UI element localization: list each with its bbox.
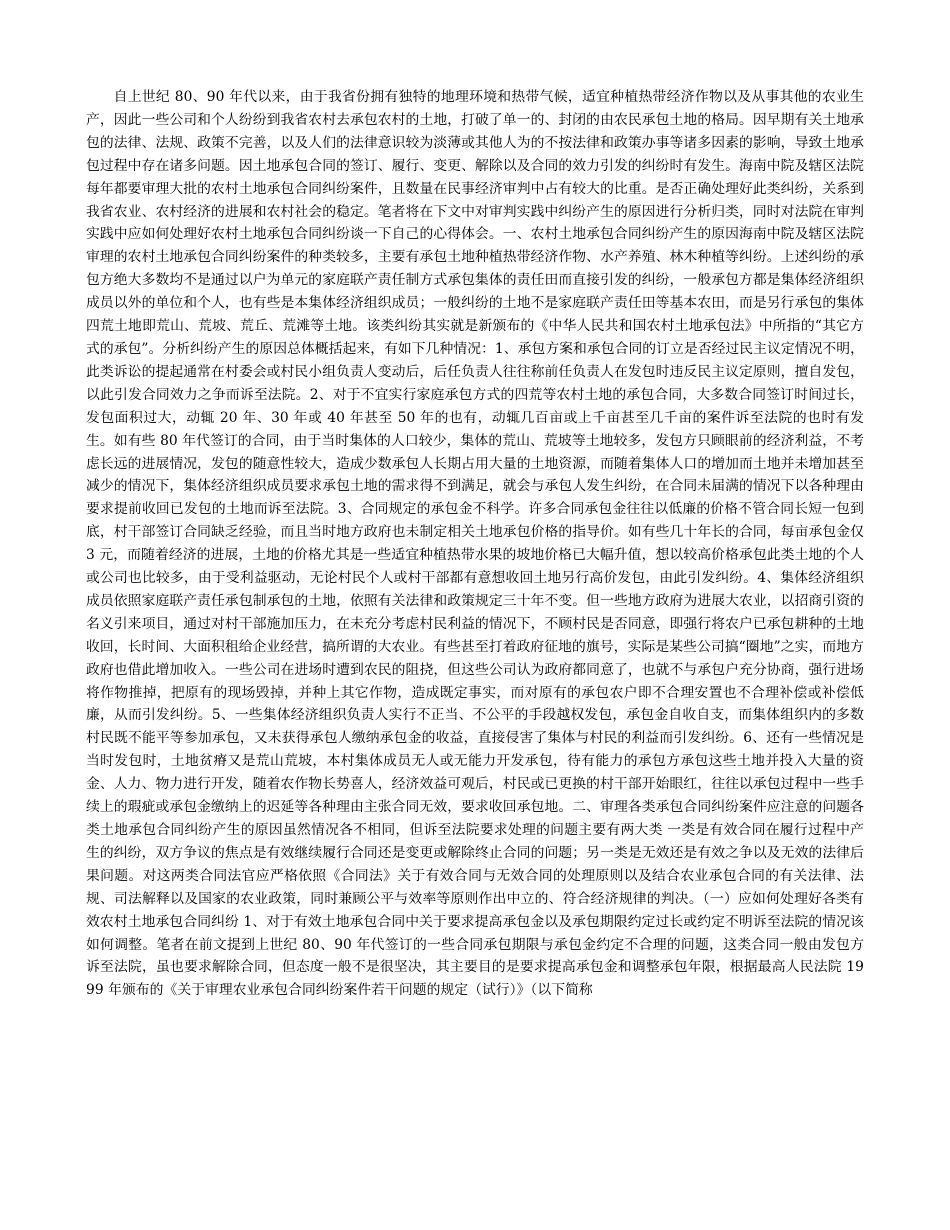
body-paragraph: 自上世纪 80、90 年代以来，由于我省份拥有独特的地理环境和热带气候，适宜种植热带经济作物以及从事其他的农业生产，因此一些公司和个人纷纷到我省农村去承包农村的土地，打破了单一的、封闭的由农民承包土地的格局。因早期有关土地承包的法律、法规、政策不完善，以及人们的法律意识较为淡薄或其他人为的不按法律和政策办事等诸多因素的影响，导致土地承包过程中存在诸多问题。因土地承包合同的签订、履行、变更、解除以及合同的效力引发的纠纷时有发生。海南中院及辖区法院每年都要审理大批的农村土地承包合同纠纷案件，且数量在民事经济审判中占有较大的比重。是否正确处理好此类纠纷，关系到我省农业、农村经济的进展和农村社会的稳定。笔者将在下文中对审判实践中纠纷产生的原因进行分析归类，同时对法院在审判实践中应如何处理好农村土地承包合同纠纷谈一下自己的心得体会。一、农村土地承包合同纠纷产生的原因海南中院及辖区法院审理的农村土地承包合同纠纷案件的种类较多，主要有承包土地种植热带经济作物、水产养殖、林木种植等纠纷。上述纠纷的承包方绝大多数均不是通过以户为单元的家庭联产责任制方式承包集体的责任田而直接引发的纠纷，一般承包方都是集体经济组织成员以外的单位和个人，也有些是本集体经济组织成员；一般纠纷的土地不是家庭联产责任田等基本农田，而是另行承包的集体四荒土地即荒山、荒坡、荒丘、荒滩等土地。该类纠纷其实就是新颁布的《中华人民共和国农村土地承包法》中所指的“其它方式的承包”。分析纠纷产生的原因总体概括起来，有如下几种情况：1、承包方案和承包合同的订立是否经过民主议定情况不明，此类诉讼的提起通常在村委会或村民小组负责人变动后，后任负责人往往称前任负责人在发包时违反民主议定原则，擅自发包，以此引发合同效力之争而诉至法院。2、对于不宜实行家庭承包方式的四荒等农村土地的承包合同，大多数合同签订时间过长，发包面积过大，动辄 20 年、30 年或 40 年甚至 50 年的也有，动辄几百亩或上千亩甚至几千亩的案件诉至法院的也时有发生。如有些 80 年代签订的合同，由于当时集体的人口较少，集体的荒山、荒坡等土地较多，发包方只顾眼前的经济利益，不考虑长远的进展情况，发包的随意性较大，造成少数承包人长期占用大量的土地资源，而随着集体人口的增加而土地并未增加甚至减少的情况下，集体经济组织成员要求承包土地的需求得不到满足，就会与承包人发生纠纷，在合同未届满的情况下以各种理由要求提前收回已发包的土地而诉至法院。3、合同规定的承包金不科学。许多合同承包金往往以低廉的价格不管合同长短一包到底，村干部签订合同缺乏经验，而且当时地方政府也未制定相关土地承包价格的指导价。如有些几十年长的合同，每亩承包金仅 3 元，而随着经济的进展，土地的价格尤其是一些适宜种植热带水果的坡地价格已大幅升值，想以较高价格承包此类土地的个人或公司也比较多，由于受利益驱动，无论村民个人或村干部都有意想收回土地另行高价发包，由此引发纠纷。4、集体经济组织成员依照家庭联产责任承包制承包的土地，依照有关法律和政策规定三十年不变。但一些地方政府为进展大农业，以招商引资的名义引来项目，通过对村干部施加压力，在未充分考虑村民利益的情况下，不顾村民是否同意，即强行将农户已承包耕种的土地收回，长时间、大面积租给企业经营，搞所谓的大农业。有些甚至打着政府征地的旗号，实际是某些公司搞“圈地”之实，而地方政府也借此增加收入。一些公司在进场时遭到农民的阻挠，但这些公司认为政府都同意了，也就不与承包户充分协商，强行进场将作物推掉，把原有的现场毁掉，并种上其它作物，造成既定事实，而对原有的承包农户即不合理安置也不合理补偿或补偿低廉，从而引发纠纷。5、一些集体经济组织负责人实行不正当、不公平的手段越权发包，承包金自收自支，而集体组织内的多数村民既不能平等参加承包，又未获得承包人缴纳承包金的收益，直接侵害了集体与村民的利益而引发纠纷。6、还有一些情况是当时发包时，土地贫瘠又是荒山荒坡，本村集体成员无人或无能力开发承包，待有能力的承包方承包这些土地并投入大量的资金、人力、物力进行开发，随着农作物长势喜人，经济效益可观后，村民或已更换的村干部开始眼红，往往以承包过程中一些手续上的瑕疵或承包金缴纳上的迟延等各种理由主张合同无效，要求收回承包地。二、审理各类承包合同纠纷案件应注意的问题各类土地承包合同纠纷产生的原因虽然情况各不相同，但诉至法院要求处理的问题主要有两大类 一类是有效合同在履行过程中产生的纠纷，双方争议的焦点是有效继续履行合同还是变更或解除终止合同的问题；另一类是无效还是有效之争以及无效的法律后果问题。对这两类合同法官应严格依照《合同法》关于有效合同与无效合同的处理原则以及结合农业承包合同的有关法律、法规、司法解释以及国家的农业政策，同时兼顾公平与效率等原则作出中立的、符合经济规律的判决。（一）应如何处理好各类有效农村土地承包合同纠纷 1、对于有效土地承包合同中关于要求提高承包金以及承包期限约定过长或约定不明诉至法院的情况该如何调整。笔者在前文提到上世纪 80、90 年代签订的一些合同承包期限与承包金约定不合理的问题，这类合同一般由发包方诉至法院，虽也要求解除合同，但态度一般不是很坚决，其主要目的是要求提高承包金和调整承包年限，根据最高人民法院 1999 年颁布的《关于审理农业承包合同纠纷案件若干问题的规定（试行）》（以下简称 [86, 89, 864, 999]
document-page [86, 86, 864, 1002]
